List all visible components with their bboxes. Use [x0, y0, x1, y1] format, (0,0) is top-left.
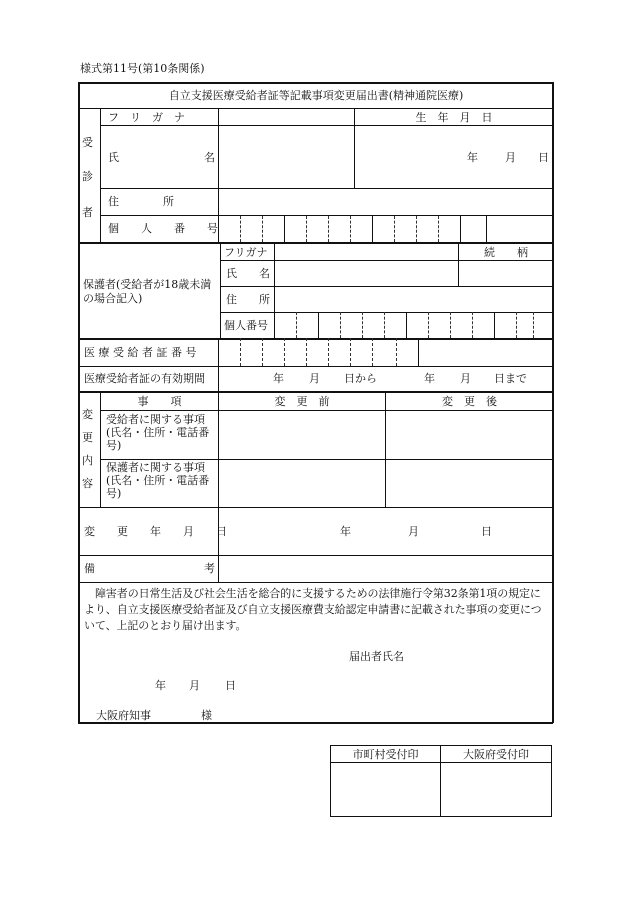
- guardian-address-field[interactable]: [276, 288, 551, 311]
- after-change-header: 変 更 後: [442, 395, 497, 408]
- patient-section-char-2: 診: [82, 170, 93, 183]
- change-month-unit: 月: [408, 525, 419, 538]
- form-number: 様式第11号(第10条関係): [80, 62, 205, 75]
- patient-furigana-field[interactable]: [220, 110, 352, 124]
- guardian-furigana-field[interactable]: [276, 245, 456, 259]
- validity-from-year-unit: 年: [273, 372, 284, 385]
- applicant-name-label: 届出者氏名: [349, 650, 404, 663]
- declaration-text: 障害者の日常生活及び社会生活を総合的に支援するための法律施行令第32条第1項の規定により、自立支援医療受給者証及び自立支援医療費支給認定申請書に記載された事項の変更について、上記のとおり届け出ます。: [84, 587, 542, 632]
- prefecture-stamp-box: [442, 764, 550, 815]
- municipal-stamp-box: [332, 764, 439, 815]
- form-title: 自立支援医療受給者証等記載事項変更届出書(精神通院医療): [168, 89, 464, 102]
- guardian-name-field[interactable]: [276, 262, 456, 285]
- guardian-after-field[interactable]: [387, 461, 551, 506]
- validity-period-label: 医療受給者証の有効期間: [84, 372, 205, 385]
- birth-date-label: 生 年 月 日: [415, 111, 493, 124]
- guardian-mynumber-label: 個人番号: [224, 319, 268, 332]
- change-year-unit: 年: [340, 525, 351, 538]
- municipal-stamp-label: 市町村受付印: [352, 748, 419, 761]
- guardian-name-label: 氏 名: [226, 267, 270, 280]
- change-section-char-1: 変: [82, 408, 93, 421]
- validity-from-month-unit: 月: [309, 372, 320, 385]
- relationship-label: 続 柄: [484, 246, 528, 259]
- guardian-address-label: 住 所: [226, 293, 270, 306]
- validity-to-day-unit: 日まで: [494, 372, 527, 385]
- relationship-field[interactable]: [460, 262, 551, 285]
- validity-to-month-unit: 月: [460, 372, 471, 385]
- guardian-before-field[interactable]: [220, 461, 384, 506]
- guardian-section-label: 保護者(受給者が18歳未満の場合記入): [83, 278, 212, 305]
- patient-address-label: 住 所: [108, 195, 174, 208]
- validity-from-day-unit: 日から: [344, 372, 377, 385]
- change-date-field[interactable]: [220, 509, 551, 554]
- submit-day-unit: 日: [225, 679, 236, 692]
- change-date-label: 変 更 年 月 日: [84, 525, 227, 538]
- patient-name-label-b: 名: [204, 151, 215, 164]
- remarks-field[interactable]: [220, 557, 551, 581]
- patient-address-field[interactable]: [220, 190, 551, 214]
- patient-mynumber-label: 個 人 番 号: [108, 222, 218, 235]
- patient-change-item-label: 受給者に関する事項(氏名・住所・電話番号): [106, 413, 210, 452]
- certificate-number-field[interactable]: [220, 340, 416, 364]
- patient-furigana-label: フ リ ガ ナ: [108, 111, 185, 124]
- honorific-label: 様: [201, 709, 212, 722]
- remarks-label-a: 備: [84, 562, 95, 575]
- change-section-char-2: 更: [82, 431, 93, 444]
- remarks-label-b: 考: [204, 562, 215, 575]
- certificate-number-label: 医 療 受 給 者 証 番 号: [84, 346, 197, 359]
- patient-after-field[interactable]: [387, 412, 551, 458]
- before-change-header: 変 更 前: [274, 395, 330, 408]
- birth-month-unit: 月: [505, 151, 516, 164]
- patient-mynumber-field[interactable]: [220, 217, 551, 241]
- validity-to-year-unit: 年: [424, 372, 435, 385]
- change-section-char-3: 内: [82, 454, 93, 467]
- applicant-name-field[interactable]: [412, 646, 548, 666]
- change-day-unit: 日: [481, 525, 492, 538]
- item-header: 事 項: [137, 395, 182, 408]
- birth-date-field[interactable]: [356, 127, 551, 186]
- guardian-change-item-label: 保護者に関する事項(氏名・住所・電話番号): [106, 461, 210, 500]
- addressee-label: 大阪府知事: [96, 709, 151, 722]
- patient-name-field[interactable]: [220, 127, 352, 186]
- validity-period-field[interactable]: [220, 368, 551, 390]
- patient-section-char-3: 者: [82, 206, 93, 219]
- prefecture-stamp-label: 大阪府受付印: [463, 748, 529, 761]
- change-section-char-4: 容: [82, 477, 93, 490]
- birth-day-unit: 日: [538, 151, 549, 164]
- patient-name-label-a: 氏: [108, 151, 119, 164]
- patient-section-char-1: 受: [82, 136, 93, 149]
- patient-before-field[interactable]: [220, 412, 384, 458]
- submit-month-unit: 月: [189, 679, 200, 692]
- birth-year-unit: 年: [467, 151, 478, 164]
- guardian-furigana-label: フリガナ: [224, 246, 268, 259]
- submission-date-field[interactable]: [120, 676, 250, 696]
- submit-year-unit: 年: [155, 679, 166, 692]
